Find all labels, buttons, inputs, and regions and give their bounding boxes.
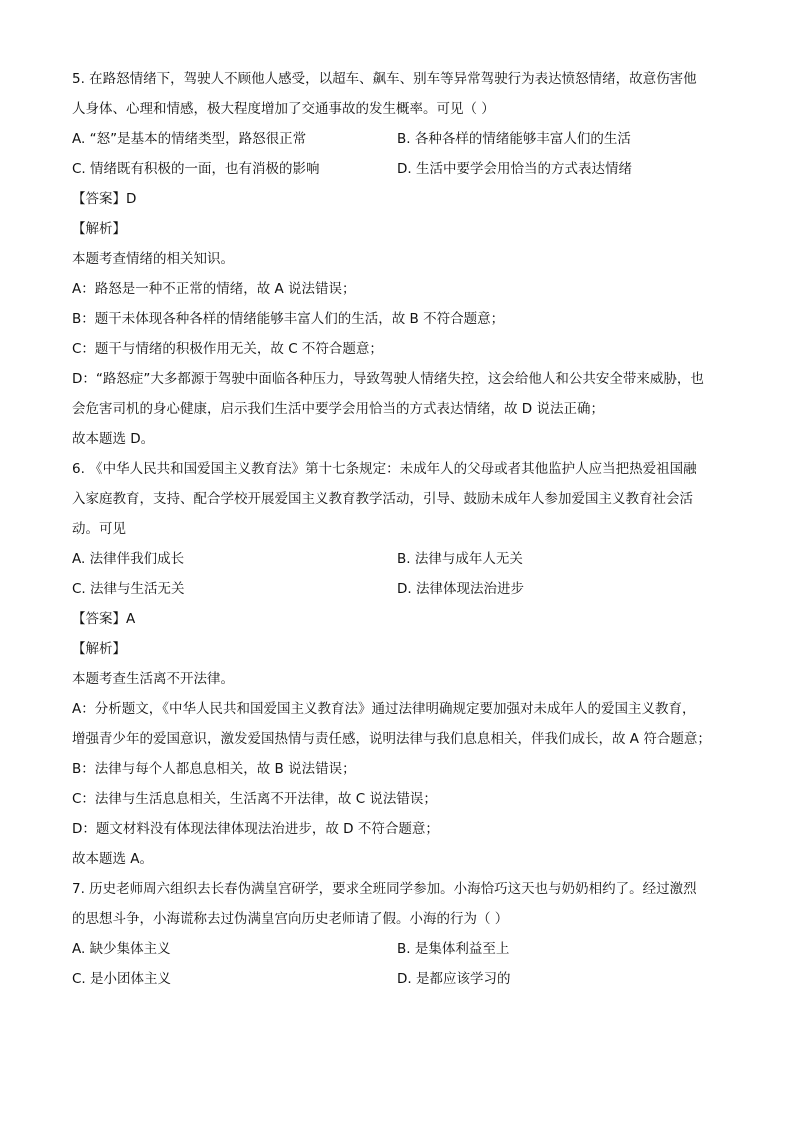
- options-row: [72, 154, 732, 184]
- analysis-line: D：“路怒症”大多都源于驾驶中面临各种压力，导致驾驶人情绪失控，这会给他人和公共安全带来威胁，也: [72, 371, 704, 387]
- option-a: A. “怒”是基本的情绪类型，路怒很正常: [72, 131, 307, 147]
- question-stem-line: 的思想斗争，小海谎称去过伪满皇宫向历史老师请了假。小海的行为（ ）: [72, 911, 509, 927]
- analysis-line: A：分析题文，《中华人民共和国爱国主义教育法》通过法律明确规定要加强对未成年人的爱国主义教育，: [72, 701, 696, 717]
- option-d: D. 是都应该学习的: [397, 971, 511, 987]
- question-5: [72, 64, 732, 454]
- option-b: B. 是集体利益至上: [397, 941, 510, 957]
- document-page: [72, 64, 732, 994]
- analysis-line: 故本题选 A。: [72, 851, 154, 867]
- question-6: [72, 454, 732, 874]
- analysis-line: 会危害司机的身心健康，启示我们生活中要学会用恰当的方式表达情绪，故 D 说法正确；: [72, 401, 604, 417]
- analysis-line: 增强青少年的爱国意识，激发爱国热情与责任感，说明法律与我们息息相关，伴我们成长，故 A 符合题意；: [72, 731, 711, 747]
- answer-label: 【答案】D: [72, 191, 137, 207]
- option-c: C. 情绪既有积极的一面，也有消极的影响: [72, 161, 320, 177]
- options-row: [72, 934, 732, 964]
- analysis-line: C：法律与生活息息相关，生活离不开法律，故 C 说法错误；: [72, 791, 437, 807]
- options-row: [72, 964, 732, 994]
- options-row: [72, 544, 732, 574]
- analysis-line: 本题考查生活离不开法律。: [72, 671, 234, 687]
- analysis-title: 【解析】: [72, 641, 126, 657]
- question-stem-line: 人身体、心理和情感，极大程度增加了交通事故的发生概率。可见（ ）: [72, 101, 495, 117]
- analysis-line: 本题考查情绪的相关知识。: [72, 251, 234, 267]
- option-a: A. 缺少集体主义: [72, 941, 171, 957]
- analysis-title: 【解析】: [72, 221, 126, 237]
- answer-label: 【答案】A: [72, 611, 136, 627]
- question-7: [72, 874, 732, 994]
- option-b: B. 各种各样的情绪能够丰富人们的生活: [397, 131, 631, 147]
- option-a: A. 法律伴我们成长: [72, 551, 185, 567]
- options-row: [72, 574, 732, 604]
- analysis-line: 故本题选 D。: [72, 431, 155, 447]
- analysis-line: B：题干未体现各种各样的情绪能够丰富人们的生活，故 B 不符合题意；: [72, 311, 505, 327]
- options-row: [72, 124, 732, 154]
- option-d: D. 法律体现法治进步: [397, 581, 524, 597]
- question-stem-line: 5. 在路怒情绪下，驾驶人不顾他人感受，以超车、飙车、别车等异常驾驶行为表达愤怒情绪，故意伤害他: [72, 71, 697, 87]
- analysis-line: C：题干与情绪的积极作用无关，故 C 不符合题意；: [72, 341, 383, 357]
- option-c: C. 法律与生活无关: [72, 581, 185, 597]
- question-stem-line: 动。可见: [72, 521, 126, 537]
- question-stem-line: 入家庭教育，支持、配合学校开展爱国主义教育教学活动，引导、鼓励未成年人参加爱国主义教育社会活: [72, 491, 693, 507]
- question-stem-line: 6. 《中华人民共和国爱国主义教育法》第十七条规定：未成年人的父母或者其他监护人应当把热爱祖国融: [72, 461, 697, 477]
- option-c: C. 是小团体主义: [72, 971, 172, 987]
- analysis-line: D：题文材料没有体现法律体现法治进步，故 D 不符合题意；: [72, 821, 439, 837]
- option-d: D. 生活中要学会用恰当的方式表达情绪: [397, 161, 632, 177]
- question-stem-line: 7. 历史老师周六组织去长春伪满皇宫研学，要求全班同学参加。小海恰巧这天也与奶奶相约了。经过激烈: [72, 881, 697, 897]
- analysis-line: A：路怒是一种不正常的情绪，故 A 说法错误；: [72, 281, 356, 297]
- analysis-line: B：法律与每个人都息息相关，故 B 说法错误；: [72, 761, 356, 777]
- option-b: B. 法律与成年人无关: [397, 551, 523, 567]
